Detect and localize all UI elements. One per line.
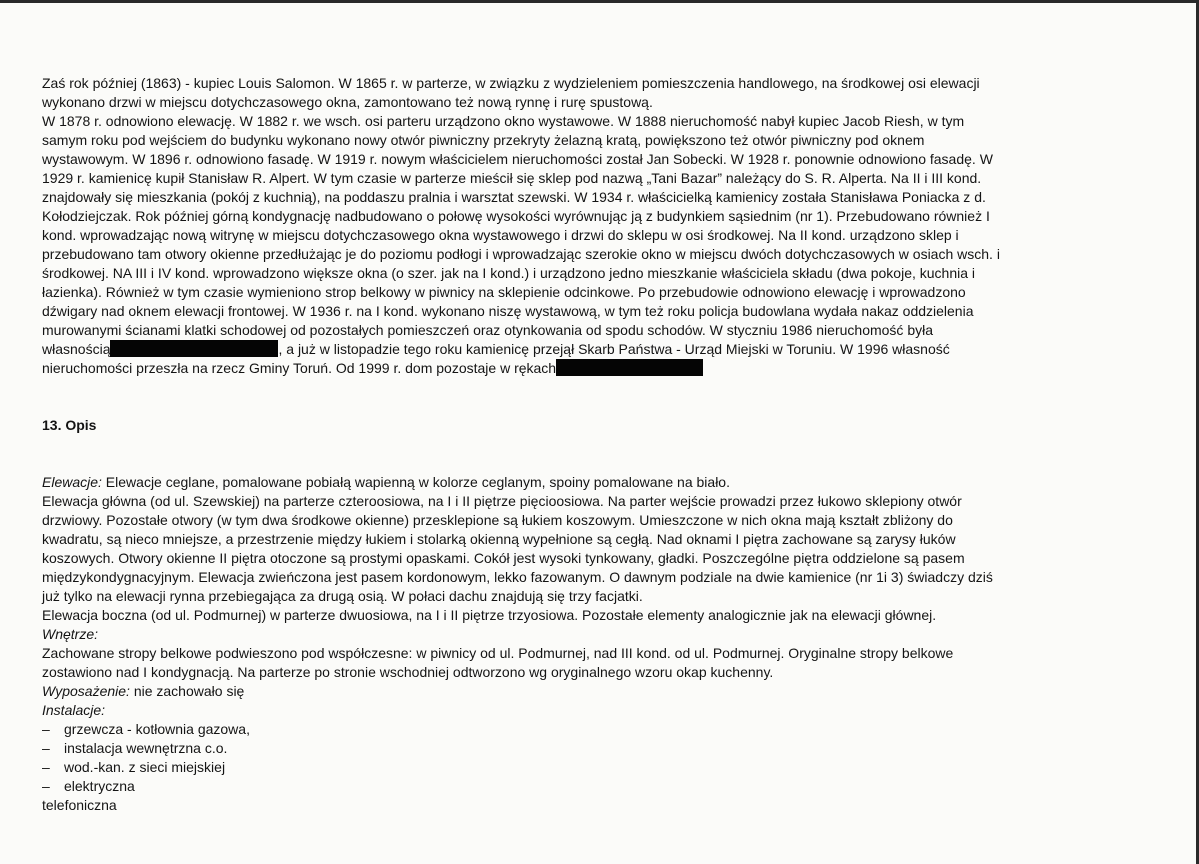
list-dash: – [42, 778, 50, 794]
opis-line: Elewacja główna (od ul. Szewskiej) na parterze czteroosiowa, na I i II piętrze pięcioosiowa. Na parter wejście prowadzi przez łukowo sklepiony otwór [42, 493, 962, 509]
list-item-text: grzewcza - kotłownia gazowa, [64, 721, 250, 737]
history-line: łazienka). Również w tym czasie wymieniono strop belkowy w piwnicy na sklepienie odcinkowe. Po przebudowie odnowiono elewację i wprowadzono [42, 284, 966, 300]
opis-line: drzwiowy. Pozostałe otwory (w tym dwa środkowe okienne) przesklepione są łukiem koszowym. Umieszczone w nich okna mają kształt zbliżony do [42, 512, 953, 528]
history-text: własnością [42, 341, 111, 357]
instalacje-label: Instalacje: [42, 702, 106, 718]
history-line: środkowej. NA III i IV kond. wprowadzono większe okna (o szer. jak na I kond.) i urządzono jedno mieszkanie właściciela składu (dwa pokoje, kuchnia i [42, 265, 976, 281]
elewacje-text: Elewacje ceglane, pomalowane pobiałą wapienną w kolorze ceglanym, spoiny pomalowane na biało. [101, 474, 730, 490]
opis-line: koszowych. Otwory okienne II piętra otoczone są prostymi opaskami. Cokół jest wysoki tynkowany, gładki. Poszczególne piętra oddzielone są pasem [42, 550, 965, 566]
elewacje-line [42, 473, 1157, 492]
elewacje-label: Elewacje: [42, 474, 102, 490]
opis-line: międzykondygnacyjnym. Elewacja zwieńczona jest pasem kordonowym, lekko fazowanym. O dawnym podziale na dwie kamienice (nr 1i 3) świadczy dziś [42, 569, 993, 585]
list-dash: – [42, 759, 50, 775]
history-line: kond. wprowadzając nową witrynę w miejscu dotychczasowego okna wystawowego i drzwi do sklepu w osi środkowej. Na II kond. urządzono sklep i [42, 227, 959, 243]
redaction-bar [110, 340, 278, 357]
history-line: znajdowały się mieszkania (pokój z kuchnią), na poddaszu pralnia i warsztat szewski. W 1934 r. właścicielką kamienicy została Stanisława Poniacka z d. [42, 189, 986, 205]
wyposazenie-line [42, 682, 1157, 701]
history-line: Kołodziejczak. Rok później górną kondygnację nadbudowano o połowę wysokości wyrównując ją z budynkiem sąsiednim (nr 1). Przebudowano również I [42, 208, 990, 224]
opis-line: kwadratu, są nieco mniejsze, a przestrzenie między łukiem i stolarką okienną wypełnione są cegłą. Nad oknami I piętra zachowane są zarysy łuków [42, 531, 956, 547]
list-item [42, 739, 1157, 758]
history-line: 1929 r. kamienicę kupił Stanisław R. Alpert. W tym czasie w parterze mieścił się sklep pod nazwą „Tani Bazar” należący do S. R. Alperta. Na II i III kond. [42, 170, 982, 186]
list-item-text: wod.-kan. z sieci miejskiej [64, 759, 226, 775]
wnetrze-line: zostawiono nad I kondygnacją. Na parterze po stronie wschodniej odtworzono wg oryginalnego wzoru okap kuchenny. [42, 664, 774, 680]
history-line: wystawowym. W 1896 r. odnowiono fasadę. W 1919 r. nowym właścicielem nieruchomości został Jan Sobecki. W 1928 r. ponownie odnowiono fasadę. W [42, 151, 993, 167]
history-line: murowanymi ścianami klatki schodowej od pozostałych pomieszczeń oraz otynkowania od spodu schodów. W styczniu 1986 nieruchomość była [42, 322, 933, 338]
opis-line: już tylko na elewacji rynna przebiegająca za drugą osią. W połaci dachu znajdują się trzy facjatki. [42, 588, 643, 604]
history-line: dźwigary nad oknem elewacji frontowej. W 1936 r. na I kond. wykonano niszę wystawową, w tym też roku policja budowlana wydała nakaz oddzielenia [42, 303, 974, 319]
history-text: , a już w listopadzie tego roku kamienicę przejął Skarb Państwa - Urząd Miejski w Toruniu. W 1996 własność [278, 341, 950, 357]
history-line [42, 359, 1157, 378]
wnetrze-line: Zachowane stropy belkowe podwieszono pod współczesne: w piwnicy od ul. Podmurnej, nad III kond. od ul. Podmurnej. Oryginalne stropy belkowe [42, 645, 954, 661]
list-item-text: elektryczna [64, 778, 135, 794]
opis-line: Elewacja boczna (od ul. Podmurnej) w parterze dwuosiowa, na I i II piętrze trzyosiowa. Pozostałe elementy analogicznie jak na elewacji głównej. [42, 607, 937, 623]
wyposazenie-label: Wyposażenie: [42, 683, 130, 699]
redaction-bar [556, 359, 703, 376]
list-dash: – [42, 740, 50, 756]
history-line: przebudowano tam otwory okienne przedłużając je do poziomu podłogi i wprowadzając szerokie okno w miejscu dwóch dotychczasowych w osiach wsch. i [42, 246, 1000, 262]
document-body [42, 74, 1157, 815]
list-item-text: instalacja wewnętrzna c.o. [64, 740, 228, 756]
history-line [42, 340, 1157, 359]
last-line: telefoniczna [42, 797, 117, 813]
section-heading: 13. Opis [42, 417, 97, 433]
list-item [42, 758, 1157, 777]
list-item [42, 777, 1157, 796]
wyposazenie-text: nie zachowało się [129, 683, 245, 699]
list-item [42, 720, 1157, 739]
history-text: nieruchomości przeszła na rzecz Gminy Toruń. Od 1999 r. dom pozostaje w rękach [42, 360, 557, 376]
history-line: Zaś rok później (1863) - kupiec Louis Salomon. W 1865 r. w parterze, w związku z wydzieleniem pomieszczenia handlowego, na środkowej osi elewacji [42, 75, 980, 91]
history-line: W 1878 r. odnowiono elewację. W 1882 r. we wsch. osi parteru urządzono okno wystawowe. W 1888 nieruchomość nabył kupiec Jacob Riesh, w tym [42, 113, 965, 129]
history-line: wykonano drzwi w miejscu dotychczasowego okna, zamontowano też nową rynnę i rurę spustową. [42, 94, 653, 110]
wnetrze-label: Wnętrze: [42, 626, 99, 642]
list-dash: – [42, 721, 50, 737]
history-line: samym roku pod wejściem do budynku wykonano nowy otwór piwniczny przekryty żelazną kratą, powiększono też otwór piwniczny pod oknem [42, 132, 925, 148]
